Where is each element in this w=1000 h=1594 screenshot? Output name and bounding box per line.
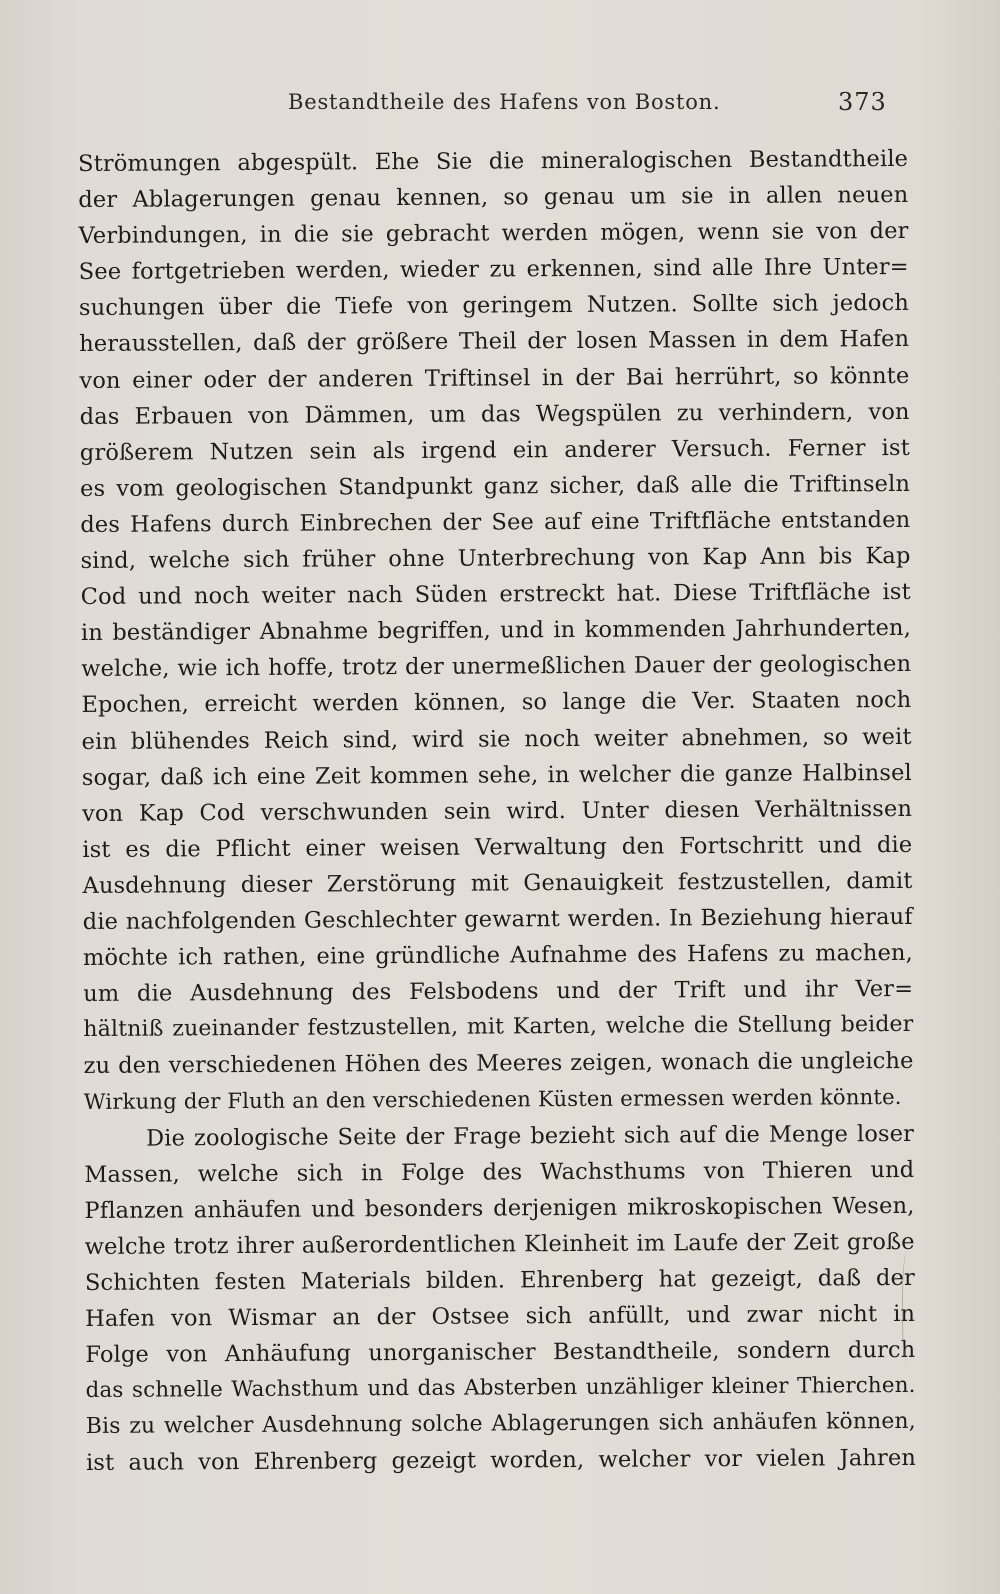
text-line: hältniß zueinander festzustellen, mit Karten, welche die Stellung beider <box>83 1012 914 1043</box>
text-line: von einer oder der anderen Triftinsel in der Bai herrührt, so könnte <box>79 362 910 394</box>
text-line: größerem Nutzen sein als irgend ein anderer Versuch. Ferner ist <box>79 434 910 466</box>
text-line: möchte ich rathen, eine gründliche Aufnahme des Hafens zu machen, <box>82 939 914 972</box>
text-line: Verbindungen, in die sie gebracht werden mögen, wenn sie von der <box>78 218 909 250</box>
text-line: der Ablagerungen genau kennen, so genau um sie in allen neuen <box>78 182 909 214</box>
page-number: 373 <box>838 88 887 116</box>
text-line: suchungen über die Tiefe von geringem Nutzen. Sollte sich jedoch <box>78 290 910 322</box>
text-line: um die Ausdehnung des Felsbodens und der Trift und ihr Ver= <box>83 976 914 1008</box>
text-line: es vom geologischen Standpunkt ganz sicher, daß alle die Triftinseln <box>80 470 911 502</box>
paragraph-end-line: Wirkung der Fluth an den verschiedenen Küsten ermessen werden könnte. <box>83 1084 902 1115</box>
text-line: Massen, welche sich in Folge des Wachsthums von Thieren und <box>84 1156 915 1188</box>
text-line: Ausdehnung dieser Zerstörung mit Genauigkeit festzustellen, damit <box>82 867 913 899</box>
text-line: die nachfolgenden Geschlechter gewarnt werden. In Beziehung hierauf <box>82 903 913 935</box>
text-line: Strömungen abgespült. Ehe Sie die mineralogischen Bestandtheile <box>78 145 909 177</box>
running-title: Bestandtheile des Hafens von Boston. <box>288 90 721 114</box>
text-line: Hafen von Wismar an der Ostsee sich anfüllt, und zwar nicht in <box>85 1300 916 1332</box>
text-line: ein blühendes Reich sind, wird sie noch weiter abnehmen, so weit <box>81 723 912 755</box>
text-line: Cod und noch weiter nach Süden erstreckt hat. Diese Triftfläche ist <box>80 579 911 611</box>
text-line: Schichten festen Materials bilden. Ehrenberg hat gezeigt, daß der <box>84 1264 916 1296</box>
text-line: sind, welche sich früher ohne Unterbrechung von Kap Ann bis Kap <box>80 542 911 575</box>
text-line: in beständiger Abnahme begriffen, und in kommenden Jahrhunderten, <box>80 615 912 647</box>
running-head <box>0 86 1000 126</box>
text-line: welche, wie ich hoffe, trotz der unermeßlichen Dauer der geologischen <box>81 651 912 683</box>
paragraph-start-line: Die zoologische Seite der Frage bezieht sich auf die Menge loser <box>145 1120 915 1152</box>
text-line: Folge von Anhäufung unorganischer Bestandtheile, sondern durch <box>85 1337 916 1369</box>
text-line: das Erbauen von Dämmen, um das Wegspülen zu verhindern, von <box>79 398 910 430</box>
text-line: Epochen, erreicht werden können, so lange die Ver. Staaten noch <box>81 687 912 719</box>
text-line: zu den verschiedenen Höhen des Meeres zeigen, wonach die ungleiche <box>83 1048 914 1080</box>
text-line: sogar, daß ich eine Zeit kommen sehe, in welcher die ganze Halbinsel <box>81 759 912 791</box>
text-line: See fortgetrieben werden, wieder zu erkennen, sind alle Ihre Unter= <box>78 254 909 286</box>
body-text <box>78 141 916 1482</box>
text-line: das schnelle Wachsthum und das Absterben unzähliger kleiner Thierchen. <box>85 1373 916 1404</box>
text-line: Pflanzen anhäufen und besonders derjenigen mikroskopischen Wesen, <box>84 1192 915 1224</box>
text-line: ist es die Pflicht einer weisen Verwaltung den Fortschritt und die <box>82 831 913 863</box>
text-line: Bis zu welcher Ausdehnung solche Ablagerungen sich anhäufen können, <box>85 1409 916 1440</box>
text-line: welche trotz ihrer außerordentlichen Kleinheit im Laufe der Zeit große <box>84 1228 915 1260</box>
text-line: ist auch von Ehrenberg gezeigt worden, welcher vor vielen Jahren <box>85 1445 917 1477</box>
text-line: von Kap Cod verschwunden sein wird. Unter diesen Verhältnissen <box>81 795 913 827</box>
text-line: des Hafens durch Einbrechen der See auf eine Triftfläche entstanden <box>80 506 911 538</box>
text-line: herausstellen, daß der größere Theil der losen Massen in dem Hafen <box>79 326 910 358</box>
margin-pencil-mark <box>902 1252 915 1362</box>
